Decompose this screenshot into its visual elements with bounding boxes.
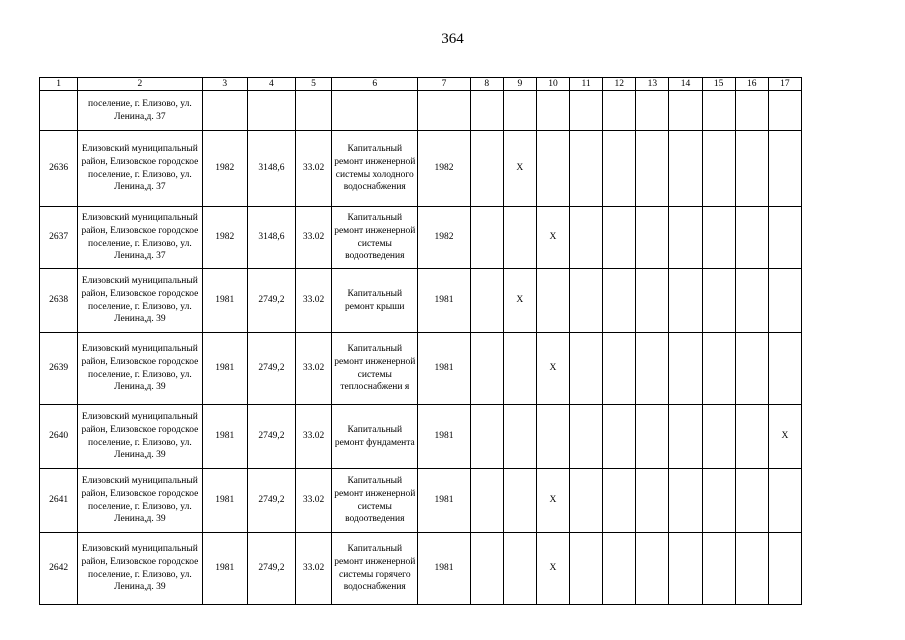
- code-cell: 33.02: [295, 131, 331, 207]
- empty-cell: [735, 131, 768, 207]
- empty-cell: [735, 207, 768, 269]
- empty-cell: [735, 91, 768, 131]
- area-cell: 2749,2: [247, 405, 295, 469]
- code-cell: 33.02: [295, 469, 331, 533]
- column-header-7: 7: [418, 78, 470, 91]
- work-type-cell: Капитальный ремонт крыши: [332, 269, 418, 333]
- year-cell: 1982: [418, 131, 470, 207]
- work-type-cell: Капитальный ремонт фундамента: [332, 405, 418, 469]
- column-header-15: 15: [702, 78, 735, 91]
- empty-cell: [768, 533, 801, 605]
- row-number-cell: 2638: [40, 269, 78, 333]
- empty-cell: [418, 91, 470, 131]
- empty-cell: [503, 405, 536, 469]
- column-header-2: 2: [78, 78, 202, 91]
- empty-cell: [503, 533, 536, 605]
- empty-cell: [702, 333, 735, 405]
- build-year-cell: 1981: [202, 333, 247, 405]
- empty-cell: [603, 131, 636, 207]
- empty-cell: [470, 269, 503, 333]
- empty-cell: [603, 269, 636, 333]
- empty-cell: [470, 91, 503, 131]
- page-number: 364: [441, 31, 464, 47]
- mark-cell: X: [536, 469, 569, 533]
- empty-cell: [603, 533, 636, 605]
- address-cell: Елизовский муниципальный район, Елизовское городское поселение, г. Елизово, ул. Ленина,д. 39: [78, 269, 202, 333]
- empty-cell: [636, 269, 669, 333]
- empty-cell: [768, 91, 801, 131]
- empty-cell: [636, 131, 669, 207]
- empty-cell: [735, 405, 768, 469]
- area-cell: 2749,2: [247, 469, 295, 533]
- empty-cell: [702, 533, 735, 605]
- empty-cell: [603, 91, 636, 131]
- address-cell: Елизовский муниципальный район, Елизовское городское поселение, г. Елизово, ул. Ленина,д. 39: [78, 405, 202, 469]
- empty-cell: [669, 131, 702, 207]
- empty-cell: [570, 333, 603, 405]
- year-cell: 1981: [418, 533, 470, 605]
- column-header-6: 6: [332, 78, 418, 91]
- empty-cell: [636, 469, 669, 533]
- empty-cell: [702, 91, 735, 131]
- year-cell: 1981: [418, 269, 470, 333]
- build-year-cell: 1982: [202, 207, 247, 269]
- empty-cell: [295, 91, 331, 131]
- work-type-cell: Капитальный ремонт инженерной системы горячего водоснабжения: [332, 533, 418, 605]
- row-number-cell: 2637: [40, 207, 78, 269]
- empty-cell: [768, 333, 801, 405]
- empty-cell: [503, 333, 536, 405]
- column-header-9: 9: [503, 78, 536, 91]
- code-cell: 33.02: [295, 533, 331, 605]
- empty-cell: [669, 533, 702, 605]
- empty-cell: [702, 469, 735, 533]
- build-year-cell: 1982: [202, 131, 247, 207]
- empty-cell: [636, 533, 669, 605]
- year-cell: 1981: [418, 469, 470, 533]
- address-cell: Елизовский муниципальный район, Елизовское городское поселение, г. Елизово, ул. Ленина,д. 37: [78, 131, 202, 207]
- works-table: [39, 77, 802, 605]
- build-year-cell: 1981: [202, 405, 247, 469]
- table-row: [40, 469, 802, 533]
- empty-cell: [636, 91, 669, 131]
- code-cell: 33.02: [295, 269, 331, 333]
- empty-cell: [603, 469, 636, 533]
- build-year-cell: 1981: [202, 533, 247, 605]
- empty-cell: [768, 131, 801, 207]
- build-year-cell: 1981: [202, 269, 247, 333]
- empty-cell: [570, 207, 603, 269]
- column-header-13: 13: [636, 78, 669, 91]
- empty-cell: [536, 131, 569, 207]
- empty-cell: [603, 207, 636, 269]
- mark-cell: X: [536, 207, 569, 269]
- empty-cell: [570, 405, 603, 469]
- address-cell: Елизовский муниципальный район, Елизовское городское поселение, г. Елизово, ул. Ленина,д. 37: [78, 207, 202, 269]
- work-type-cell: Капитальный ремонт инженерной системы теплоснабжени я: [332, 333, 418, 405]
- empty-cell: [735, 269, 768, 333]
- empty-cell: [202, 91, 247, 131]
- table-row: [40, 269, 802, 333]
- row-number-cell: 2636: [40, 131, 78, 207]
- empty-cell: [702, 405, 735, 469]
- empty-cell: [603, 333, 636, 405]
- column-header-10: 10: [536, 78, 569, 91]
- code-cell: 33.02: [295, 405, 331, 469]
- empty-cell: [669, 207, 702, 269]
- empty-cell: [536, 269, 569, 333]
- column-header-16: 16: [735, 78, 768, 91]
- empty-cell: [669, 469, 702, 533]
- empty-cell: [669, 269, 702, 333]
- area-cell: 2749,2: [247, 269, 295, 333]
- year-cell: 1981: [418, 333, 470, 405]
- header-row: [40, 78, 802, 91]
- column-header-4: 4: [247, 78, 295, 91]
- work-type-cell: Капитальный ремонт инженерной системы водоотведения: [332, 207, 418, 269]
- column-header-5: 5: [295, 78, 331, 91]
- address-cell: Елизовский муниципальный район, Елизовское городское поселение, г. Елизово, ул. Ленина,д. 39: [78, 333, 202, 405]
- row-number-cell: 2639: [40, 333, 78, 405]
- empty-cell: [669, 333, 702, 405]
- empty-cell: [470, 405, 503, 469]
- work-type-cell: Капитальный ремонт инженерной системы холодного водоснабжения: [332, 131, 418, 207]
- column-header-8: 8: [470, 78, 503, 91]
- empty-cell: [702, 269, 735, 333]
- empty-cell: [636, 207, 669, 269]
- code-cell: 33.02: [295, 207, 331, 269]
- empty-cell: [503, 469, 536, 533]
- empty-cell: [768, 469, 801, 533]
- column-header-17: 17: [768, 78, 801, 91]
- column-header-3: 3: [202, 78, 247, 91]
- address-cell: Елизовский муниципальный район, Елизовское городское поселение, г. Елизово, ул. Ленина,д. 39: [78, 533, 202, 605]
- empty-cell: [570, 469, 603, 533]
- empty-cell: [470, 207, 503, 269]
- column-header-11: 11: [570, 78, 603, 91]
- empty-cell: [503, 91, 536, 131]
- column-header-1: 1: [40, 78, 78, 91]
- empty-cell: [603, 405, 636, 469]
- empty-cell: [536, 405, 569, 469]
- year-cell: 1981: [418, 405, 470, 469]
- empty-cell: [669, 405, 702, 469]
- table-row: [40, 207, 802, 269]
- empty-cell: [470, 333, 503, 405]
- row-number-cell: 2641: [40, 469, 78, 533]
- build-year-cell: 1981: [202, 469, 247, 533]
- work-type-cell: Капитальный ремонт инженерной системы водоотведения: [332, 469, 418, 533]
- empty-cell: [247, 91, 295, 131]
- row-number-cell: 2640: [40, 405, 78, 469]
- table-row-continued: [40, 91, 802, 131]
- empty-cell: [570, 131, 603, 207]
- mark-cell: X: [536, 333, 569, 405]
- mark-cell: X: [503, 131, 536, 207]
- address-cell: Елизовский муниципальный район, Елизовское городское поселение, г. Елизово, ул. Ленина,д. 39: [78, 469, 202, 533]
- table-row: [40, 131, 802, 207]
- empty-cell: [636, 333, 669, 405]
- code-cell: 33.02: [295, 333, 331, 405]
- empty-cell: [570, 269, 603, 333]
- address-cell: поселение, г. Елизово, ул. Ленина,д. 37: [78, 91, 202, 131]
- empty-cell: [332, 91, 418, 131]
- empty-cell: [570, 91, 603, 131]
- empty-cell: [470, 469, 503, 533]
- area-cell: 3148,6: [247, 131, 295, 207]
- empty-cell: [702, 207, 735, 269]
- empty-cell: [636, 405, 669, 469]
- mark-cell: X: [768, 405, 801, 469]
- mark-cell: X: [503, 269, 536, 333]
- year-cell: 1982: [418, 207, 470, 269]
- area-cell: 3148,6: [247, 207, 295, 269]
- table-row: [40, 405, 802, 469]
- empty-cell: [702, 131, 735, 207]
- empty-cell: [570, 533, 603, 605]
- empty-cell: [735, 333, 768, 405]
- table-row: [40, 333, 802, 405]
- row-number-cell: 2642: [40, 533, 78, 605]
- empty-cell: [768, 207, 801, 269]
- empty-cell: [768, 269, 801, 333]
- empty-cell: [669, 91, 702, 131]
- column-header-12: 12: [603, 78, 636, 91]
- mark-cell: X: [536, 533, 569, 605]
- empty-cell: [40, 91, 78, 131]
- column-header-14: 14: [669, 78, 702, 91]
- area-cell: 2749,2: [247, 533, 295, 605]
- empty-cell: [735, 469, 768, 533]
- empty-cell: [735, 533, 768, 605]
- empty-cell: [470, 131, 503, 207]
- empty-cell: [503, 207, 536, 269]
- empty-cell: [470, 533, 503, 605]
- table-body: [40, 78, 802, 605]
- empty-cell: [536, 91, 569, 131]
- table-row: [40, 533, 802, 605]
- area-cell: 2749,2: [247, 333, 295, 405]
